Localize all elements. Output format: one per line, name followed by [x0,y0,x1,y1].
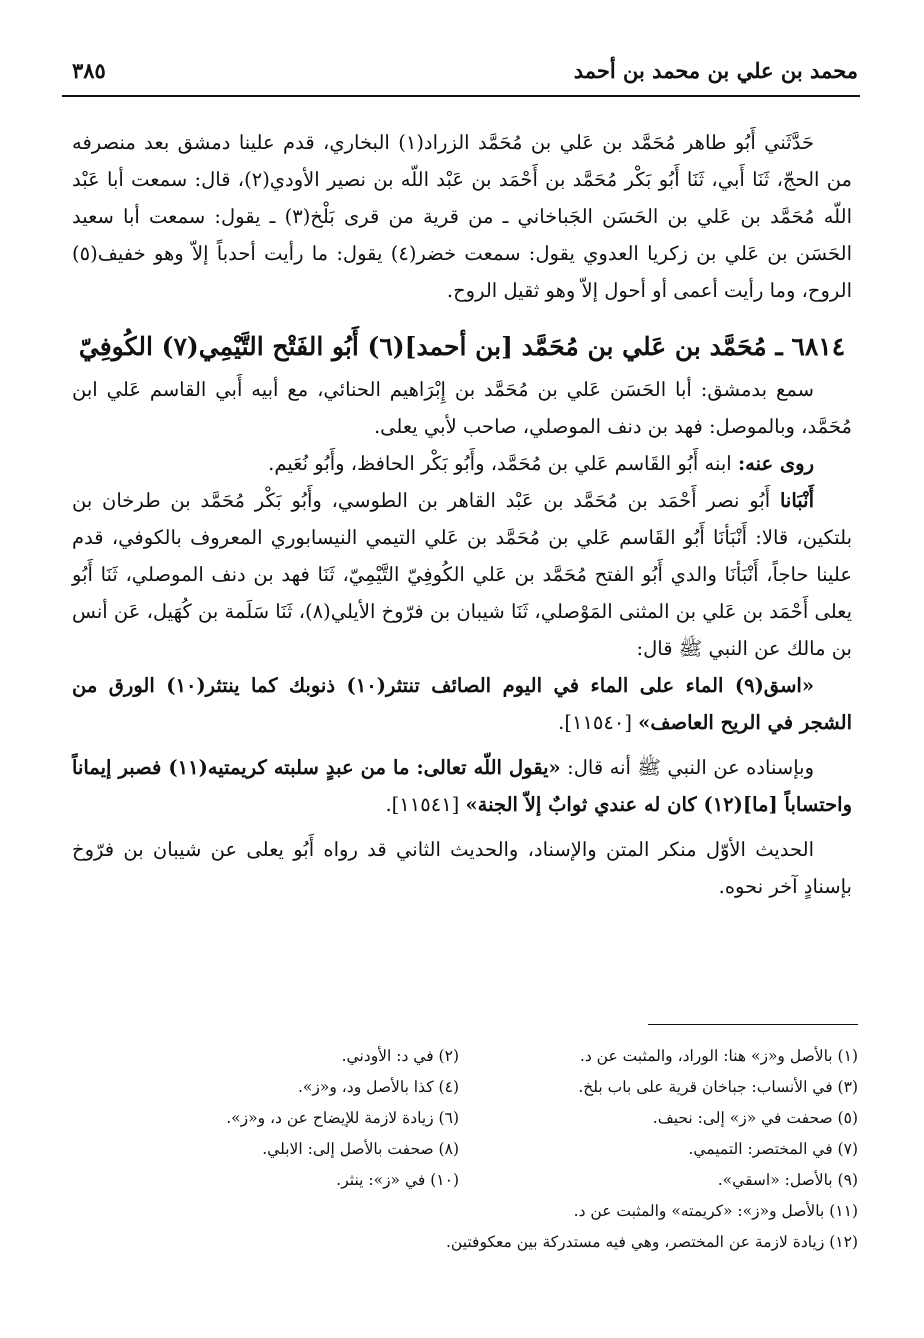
narrators-text: ابنه أَبُو القَاسم عَلي بن مُحَمَّد، وأَبُو بَكْر الحافظ، وأَبُو نُعَيم. [268,452,732,475]
hadith-2 [72,749,852,823]
narrators-label: روى عنه: [737,452,814,475]
footnote-1: (١) بالأصل و«ز» هنا: الوراد، والمثبت عن د. [579,1046,858,1065]
entry-title: ٦٨١٤ ـ مُحَمَّد بن عَلي بن مُحَمَّد [بن أحمد](٦) أَبُو الفَتْح التَّيْمِي(٧) الكُوفِيّ [78,332,846,361]
hadith-2-intro: وبإسناده عن النبي ﷺ أنه قال: [567,756,815,779]
hadith-2-ref: [١١٥٤١]. [385,793,460,816]
hadith-1 [72,667,852,741]
main-text [72,124,852,905]
paragraph-1: حَدَّثَني أَبُو طاهر مُحَمَّد بن عَلي بن مُحَمَّد الزراد(١) البخاري، قدم علينا دمشق بعد منصرفه من الحجّ، ثَنَا أَبي، ثَنَا أَبُو بَكْر مُحَمَّد بن أَحْمَد بن عَبْد اللّه بن نصير الأودي(٢)، قال: سمعت أبا عَبْد اللّه مُحَمَّد بن عَلي بن الحَسَن الجَباخاني ـ من قرية من قرى بَلْخ(٣) ـ يقول: سمعت أبا سعيد الحَسَن بن عَلي بن زكريا العدوي يقول: سمعت خضر(٤) يقول: ما رأيت أحدباً إلاّ وهو خفيف(٥) الروح، وما رأيت أعمى أو أحول إلاّ وهو ثقيل الروح. [72,131,853,302]
footnotes [60,1040,858,1257]
hadith-1-text: «اسق(٩) الماء على الماء في اليوم الصائف تنتثر(١٠) ذنوبك كما ينتثر(١٠) الورق من الشجر في الريح العاصف» [72,674,852,734]
footnote-8: (٨) صحفت بالأصل إلى: الابلي. [262,1139,459,1158]
isnad-label: أَنْبَانا [779,489,815,512]
header-divider [62,95,860,97]
footnote-3: (٣) في الأنساب: جباخان قرية على باب بلخ. [578,1077,858,1096]
paragraph-commentary: الحديث الأوّل منكر المتن والإسناد، والحديث الثاني قد رواه أَبُو يعلى عن شيبان بن فرّوخ بإسنادٍ آخر نحوه. [72,838,852,898]
paragraph-2: سمع بدمشق: أبا الحَسَن عَلي بن مُحَمَّد بن إِبْرَاهيم الحنائي، مع أبيه أَبي القاسم عَلي ابن مُحَمَّد، وبالموصل: فهد بن دنف الموصلي، صاحب لأبي يعلى. [72,378,852,438]
footnote-divider [648,1024,858,1025]
footnote-6: (٦) زيادة لازمة للإيضاح عن د، و«ز». [226,1108,459,1127]
footnote-7: (٧) في المختصر: التميمي. [688,1139,858,1158]
footnote-2: (٢) في د: الأودني. [341,1046,459,1065]
isnad-text: أَبُو نصر أَحْمَد بن مُحَمَّد بن عَبْد القاهر بن الطوسي، وأَبُو بَكْر مُحَمَّد بن طرخان بن بلتكين، قالا: أَنْبَأنَا أَبُو القَاسم عَلي بن مُحَمَّد بن عَلي التيمي النيسابوري المعروف بالكوفي، قدم علينا حاجاً، أَنْبَأنَا والدي أَبُو الفتح مُحَمَّد بن عَلي الكُوفِيّ التَّيْمِيّ، ثَنَا فهد بن دنف الموصلي، ثَنَا أَبُو يعلى أَحْمَد بن عَلي بن المثنى المَوْصلي، ثَنَا شيبان بن فرّوخ الأيلي(٨)، ثَنَا سَلَمة بن كُهَيل، عَن أنس بن مالك عن النبي ﷺ قال: [72,489,852,660]
hadith-2-text: «يقول اللّه تعالى: ما من عبدٍ سلبته كريمتيه(١١) فصبر إيماناً واحتساباً [ما](١٢) كان له عندي ثوابٌ إلاّ الجنة» [72,756,852,816]
footnote-4: (٤) كذا بالأصل ود، و«ز». [298,1077,459,1096]
paragraph-3 [72,445,852,482]
footnote-12: (١٢) زيادة لازمة عن المختصر، وهي فيه مستدركة بين معكوفتين. [445,1232,858,1251]
footnote-10: (١٠) في «ز»: ينثر. [336,1170,459,1189]
footnote-5: (٥) صحفت في «ز» إلى: نحيف. [652,1108,858,1127]
hadith-1-ref: [١١٥٤٠]. [558,711,632,734]
paragraph-4 [72,482,852,667]
page-number: ٣٨٥ [72,58,106,83]
footnote-9: (٩) بالأصل: «اسقي». [717,1170,858,1189]
running-title: محمد بن علي بن محمد بن أحمد [573,58,858,83]
footnote-11: (١١) بالأصل و«ز»: «كريمته» والمثبت عن د. [573,1201,858,1220]
